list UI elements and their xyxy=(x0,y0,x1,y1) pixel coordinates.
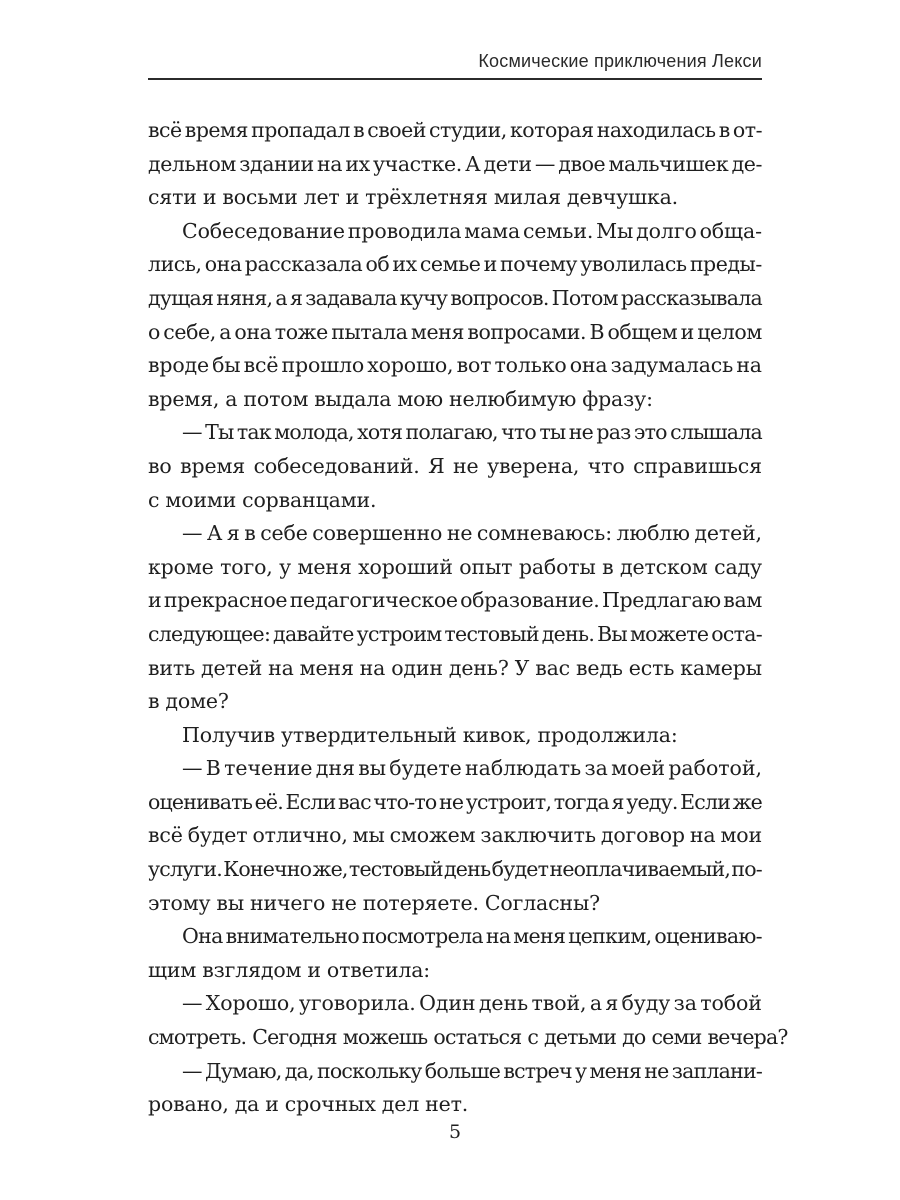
text-line: этому вы ничего не потеряете. Согласны? xyxy=(148,890,600,915)
header-divider xyxy=(148,78,762,80)
text-line: дущая няня, а я задавала кучу вопросов. Потом рассказывала xyxy=(148,285,762,310)
running-head-title: Космические приключения Лекси xyxy=(478,51,762,71)
text-line: время, а потом выдала мою нелюбимую фразу: xyxy=(148,386,653,411)
text-line: всё время пропадал в своей студии, которая находилась в от- xyxy=(148,118,762,142)
text-line: в доме? xyxy=(148,689,229,714)
text-line: смотреть. Сегодня можешь остаться с детьми до семи вечера? xyxy=(148,1025,788,1050)
text-line: всё будет отлично, мы сможем заключить договор на мои xyxy=(148,823,762,848)
text-line: — Хорошо, уговорила. Один день твой, а я буду за тобой xyxy=(182,991,762,1016)
text-line: следующее: давайте устроим тестовый день. Вы можете оста- xyxy=(148,621,762,646)
text-line: лись, она рассказала об их семье и почему уволилась преды- xyxy=(148,252,762,277)
text-line: — В течение дня вы будете наблюдать за моей работой, xyxy=(182,756,762,781)
text-line: оценивать её. Если вас что-то не устроит, тогда я уеду. Если же xyxy=(148,789,762,814)
text-line: во время собеседований. Я не уверена, что справишься xyxy=(148,453,762,478)
text-line: кроме того, у меня хороший опыт работы в детском саду xyxy=(148,554,762,579)
text-line: и прекрасное педагогическое образование. Предлагаю вам xyxy=(148,588,762,613)
text-line: о себе, а она тоже пытала меня вопросами. В общем и целом xyxy=(148,319,762,344)
text-line: — А я в себе совершенно не сомневаюсь: люблю детей, xyxy=(182,521,762,546)
text-line: щим взглядом и ответила: xyxy=(148,957,431,982)
text-line: — Ты так молода, хотя полагаю, что ты не раз это слышала xyxy=(182,420,762,445)
text-line: ровано, да и срочных дел нет. xyxy=(148,1092,469,1117)
text-line: Получив утвердительный кивок, продолжила: xyxy=(182,722,678,747)
text-line: услуги. Конечно же, тестовый день будет неоплачиваемый, по- xyxy=(148,857,762,882)
text-line: вроде бы всё прошло хорошо, вот только она задумалась на xyxy=(148,353,762,378)
text-line: Собеседование проводила мама семьи. Мы долго обща- xyxy=(182,218,762,243)
text-line: с моими сорванцами. xyxy=(148,487,377,512)
text-line: вить детей на меня на один день? У вас ведь есть камеры xyxy=(148,655,762,680)
text-line: Она внимательно посмотрела на меня цепким, оцениваю- xyxy=(182,924,762,949)
text-line: дельном здании на их участке. А дети — двое мальчишек де- xyxy=(148,151,762,176)
text-line: сяти и восьми лет и трёхлетняя милая девчушка. xyxy=(148,185,679,210)
page-body-text xyxy=(148,114,788,1122)
text-line: — Думаю, да, поскольку больше встреч у меня не заплани- xyxy=(182,1058,762,1083)
page-number: 5 xyxy=(448,1121,462,1143)
